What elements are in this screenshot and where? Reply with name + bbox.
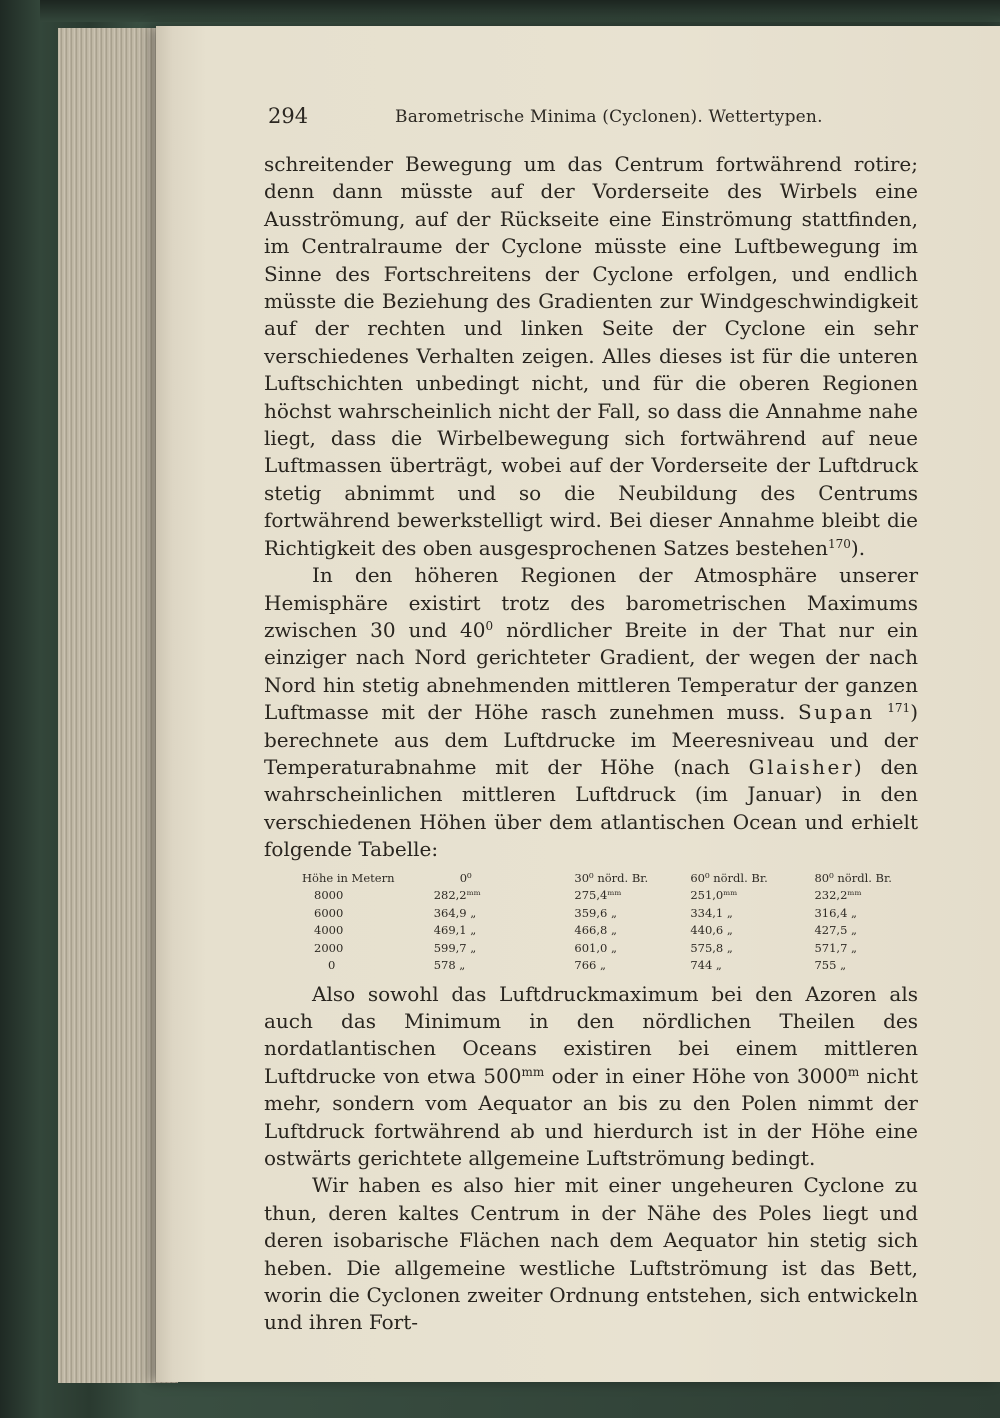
footnote-ref-171: 171 — [887, 701, 911, 716]
table-header: 30⁰ nörd. Br. — [574, 870, 649, 885]
paragraph-1: schreitender Bewegung um das Centrum fortwährend rotire; denn dann müsste auf der Vorderseite des Wirbels eine Ausströmung, auf der Rückseite eine Einströmung stattfinden, im Centralraume der Cyclone müsste eine Luftbewegung im Sinne des Fortschreitens der Cyclone erfolgen, und endlich müsste die Beziehung des Gradienten zur Windgeschwindigkeit auf der rechten und linken Seite der Cyclone ein sehr verschiedenes Verhalten zeigen. Alles dieses ist für die unteren Luftschichten unbedingt nicht, und für die oberen Regionen höchst wahrscheinlich nicht der Fall, so dass die Annahme nahe liegt, dass die Wirbelbewegung sich fortwährend auf neue Luftmassen überträgt, wobei auf der Vorderseite der Luftdruck stetig abnimmt und so die Neubildung des Centrums fortwährend bewerkstelligt wird. Bei dieser Annahme bleibt die Richtigkeit des oben ausgesprochenen Satzes bestehen$^{170}$). — [264, 152, 918, 560]
degree-mark: 0 — [485, 618, 494, 633]
author-supan: Supan — [797, 700, 875, 725]
page-header — [260, 104, 920, 138]
footnote-ref-170: 170 — [827, 536, 851, 551]
body-text — [264, 151, 918, 1337]
table-header: Höhe in Metern — [302, 870, 395, 885]
page-number: 294 — [268, 104, 309, 128]
paragraph-2: In den höheren Regionen der Atmosphäre unserer Hemisphäre existirt trotz des barometrischen Maximums zwischen 30 und $40^0$ nördlicher Breite in der That nur ein einziger nach Nord gerichteter Gradient, der wegen der nach Nord hin stetig abnehmenden mittleren Temperatur der ganzen Luftmasse mit der Höhe rasch zunehmen muss. Supan $^{171}$) berechnete aus dem Luftdrucke im Meeresniveau und der Temperaturabnahme mit der Höhe (nach Glaisher) den wahrscheinlichen mittleren Luftdruck (im Januar) in den verschiedenen Höhen über dem atlantischen Ocean und erhielt folgende Tabelle: — [264, 563, 919, 862]
table-row: 2000 599,7 „ 601,0 „ 575,8 „ 571,7 „ — [314, 940, 858, 955]
book-cover-top-edge — [40, 0, 1000, 22]
table-row: 0 578 „ 766 „ 744 „ 755 „ — [328, 958, 847, 973]
table-header: 80⁰ nördl. Br. — [814, 870, 892, 885]
table-header-row — [264, 870, 918, 888]
paragraph-3: Also sowohl das Luftdruckmaximum bei den Azoren als auch das Minimum in den nördlichen Theilen des nordatlantischen Oceans existiren bei einem mittleren Luftdrucke von etwa $500^{mm}$ oder in einer Höhe von 3000$^m$ nicht mehr, sondern vom Aequator an bis zu den Polen nimmt der Luftdruck fortwährend ab und hierdurch ist in der Höhe eine ostwärts gerichtete allgemeine Luftströmung bedingt. — [264, 981, 918, 1170]
table-header: 0⁰ — [459, 870, 472, 885]
unit-mm: mm — [521, 1064, 545, 1079]
unit-m: m — [847, 1064, 860, 1079]
author-glaisher: Glaisher — [748, 754, 854, 779]
running-title: Barometrische Minima (Cyclonen). Wettertypen. — [395, 107, 823, 127]
table-row: 4000 469,1 „ 466,8 „ 440,6 „ 427,5 „ — [314, 923, 858, 938]
pressure-table — [264, 870, 918, 975]
table-header: 60⁰ nördl. Br. — [690, 870, 768, 885]
table-row: 6000 364,9 „ 359,6 „ 334,1 „ 316,4 „ — [314, 905, 858, 920]
table-row: 8000 282,2ᵐᵐ 275,4ᵐᵐ 251,0ᵐᵐ 232,2ᵐᵐ — [314, 888, 862, 903]
paragraph-4: Wir haben es also hier mit einer ungeheuren Cyclone zu thun, deren kaltes Centrum in der Nähe des Poles liegt und deren isobarische Flächen nach dem Aequator hin stetig sich heben. Die allgemeine westliche Luftströmung ist das Bett, worin die Cyclonen zweiter Ordnung entstehen, sich entwickeln und ihren Fort- — [264, 1173, 918, 1335]
